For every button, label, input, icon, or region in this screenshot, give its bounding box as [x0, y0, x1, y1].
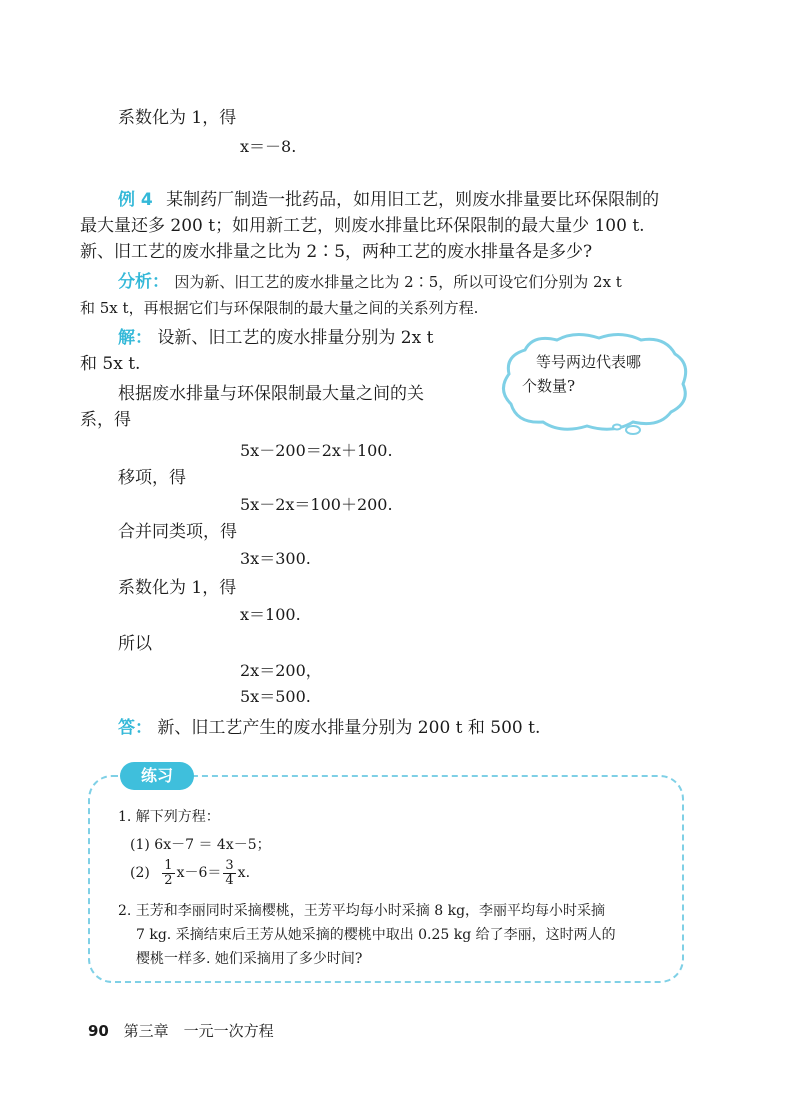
example-line: 新、旧工艺的废水排量之比为 2∶5，两种工艺的废水排量各是多少? — [80, 242, 593, 262]
answer-text: 新、旧工艺产生的废水排量分别为 200 t 和 500 t. — [157, 718, 541, 738]
page-number: 90 — [88, 1022, 109, 1040]
equation: 2x＝200， — [240, 661, 322, 680]
practice-subquestion — [130, 858, 250, 888]
practice-question: 1. 解下列方程： — [118, 809, 220, 825]
bubble-text — [522, 350, 682, 398]
fraction — [162, 859, 174, 888]
bubble-line: 个数量? — [522, 377, 576, 395]
answer-line — [118, 716, 540, 740]
answer-label: 答： — [118, 718, 152, 738]
step-label: 移项，得 — [118, 468, 186, 488]
solution-line: 根据废水排量与环保限制最大量之间的关 — [118, 384, 424, 404]
subquestion-prefix: (2) — [130, 865, 150, 881]
solution-line: 系，得 — [80, 410, 131, 430]
solution-label: 解： — [118, 328, 152, 348]
analysis-label: 分析： — [118, 272, 169, 292]
solution-line — [118, 326, 433, 350]
equation: x＝－8. — [240, 137, 297, 156]
step-label: 系数化为 1，得 — [118, 578, 237, 598]
equation: 5x－2x＝100＋200. — [240, 495, 393, 514]
page-footer — [88, 1020, 274, 1042]
practice-question: 7 kg. 采摘结束后王芳从她采摘的樱桃中取出 0.25 kg 给了李丽，这时两人的 — [136, 927, 616, 943]
fraction-denominator: 2 — [164, 872, 173, 888]
step-label: 合并同类项，得 — [118, 522, 237, 542]
bubble-line: 等号两边代表哪 — [536, 353, 642, 371]
text-line: 系数化为 1，得 — [118, 108, 237, 128]
analysis-text: 因为新、旧工艺的废水排量之比为 2∶5，所以可设它们分别为 2x t — [174, 273, 622, 291]
analysis-line: 和 5x t，再根据它们与环保限制的最大量之间的关系列方程. — [80, 299, 479, 317]
equation: x＝100. — [240, 605, 301, 624]
practice-question: 樱桃一样多. 她们采摘用了多少时间? — [136, 951, 363, 967]
equation-part: x. — [237, 865, 251, 881]
example-line — [118, 188, 659, 212]
fraction — [223, 859, 235, 888]
example-label: 例 4 — [118, 190, 153, 210]
equation: 5x＝500. — [240, 687, 311, 706]
chapter-title: 第三章 一元一次方程 — [123, 1022, 274, 1040]
equation: 3x＝300. — [240, 549, 311, 568]
fraction-numerator: 1 — [164, 857, 173, 873]
practice-tag: 练习 — [120, 762, 194, 790]
example-line: 最大量还多 200 t；如用新工艺，则废水排量比环保限制的最大量少 100 t. — [80, 216, 645, 236]
solution-text: 设新、旧工艺的废水排量分别为 2x t — [157, 328, 434, 348]
solution-line: 和 5x t. — [80, 354, 141, 374]
fraction-numerator: 3 — [225, 857, 234, 873]
equation-part: x－6＝ — [176, 865, 222, 881]
equation: 5x－200＝2x＋100. — [240, 441, 393, 460]
practice-subquestion: (1) 6x－7 ＝ 4x－5； — [130, 837, 271, 853]
practice-question: 2. 王芳和李丽同时采摘樱桃，王芳平均每小时采摘 8 kg，李丽平均每小时采摘 — [118, 903, 606, 919]
analysis-line — [118, 270, 622, 294]
fraction-denominator: 4 — [225, 872, 234, 888]
step-label: 所以 — [118, 634, 152, 654]
example-text: 某制药厂制造一批药品，如用旧工艺，则废水排量要比环保限制的 — [166, 190, 660, 210]
